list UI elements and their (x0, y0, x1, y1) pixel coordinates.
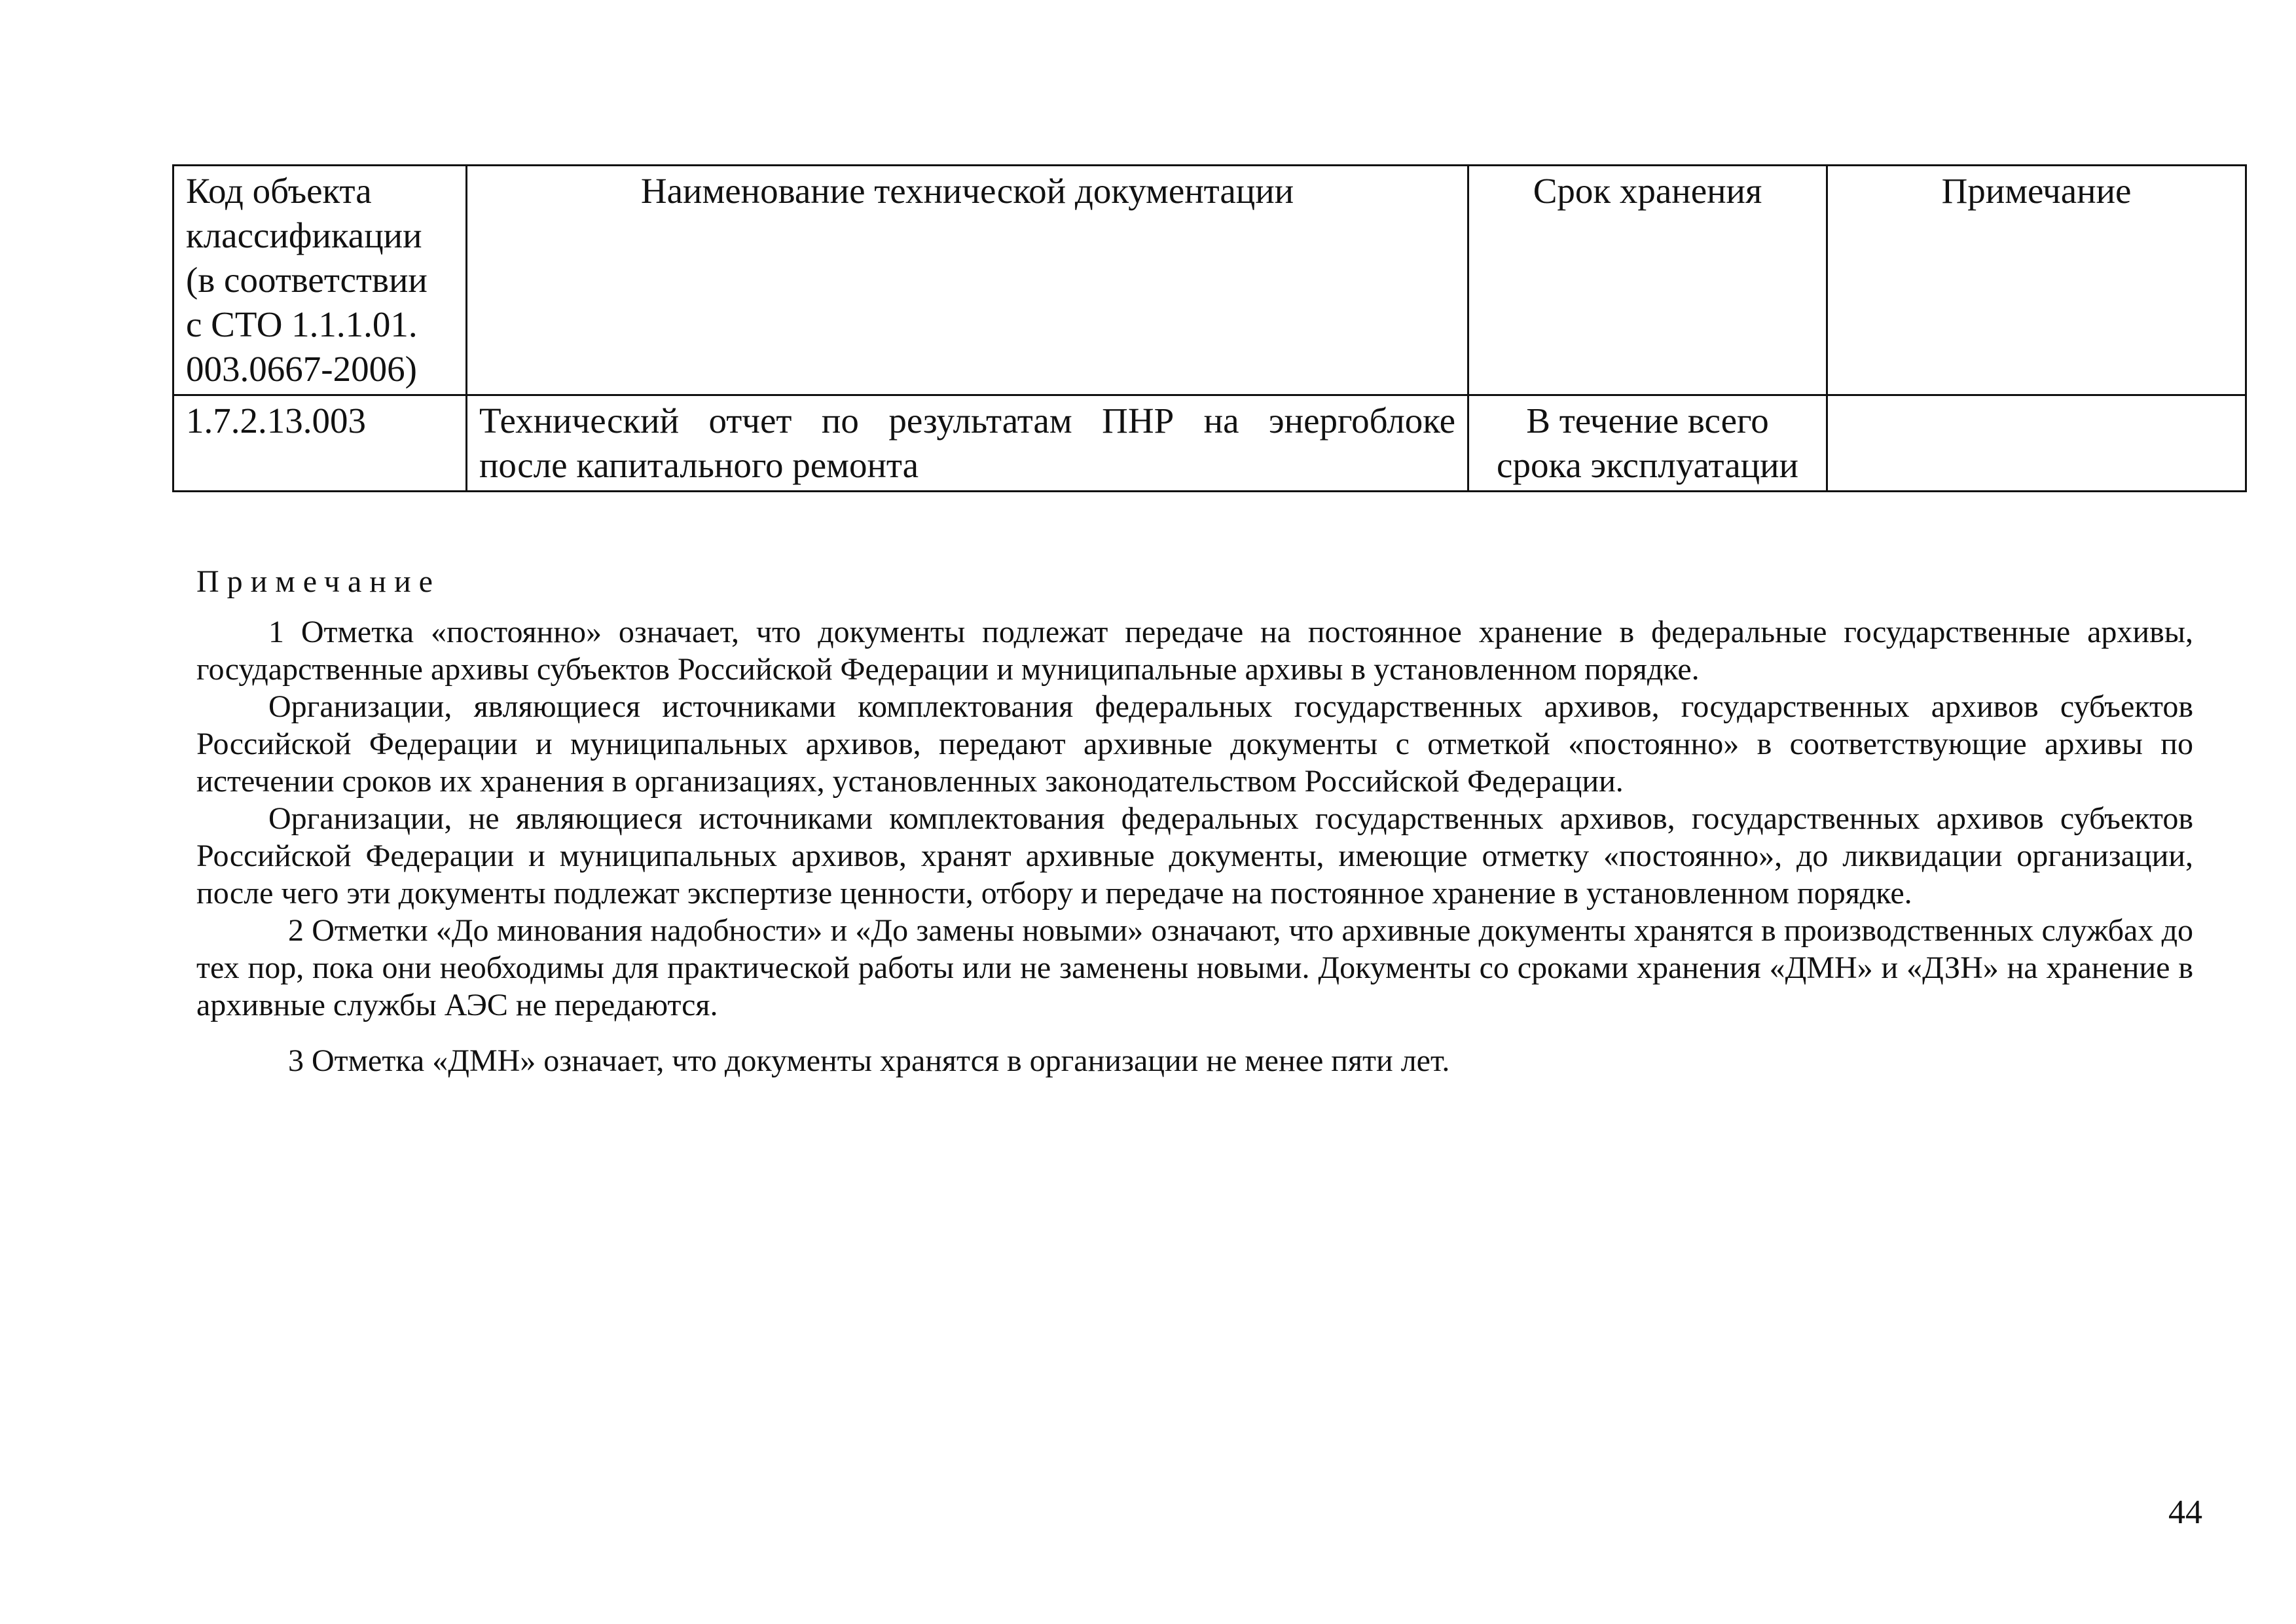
note-paragraph: 2 Отметки «До минования надобности» и «До замены новыми» означают, что архивные документы хранятся в производственных службах до тех пор, пока они необходимы для практической работы или не заменены новыми. Документы со сроками хранения «ДМН» и «ДЗН» на хранение в архивные службы АЭС не передаются. (196, 913, 2193, 1022)
header-name-cell: Наименование технической документации (467, 166, 1468, 395)
table-row (173, 395, 2246, 492)
header-code-line: 003.0667-2006) (186, 349, 417, 389)
row-term-line: В течение всего (1526, 401, 1769, 441)
row-term-line: срока эксплуатации (1497, 445, 1798, 485)
documentation-table (172, 164, 2247, 492)
header-code-line: классификации (186, 215, 422, 255)
row-note-cell (1827, 395, 2246, 492)
row-name-line: после капитального ремонта (479, 445, 919, 485)
note-paragraph: 1 Отметка «постоянно» означает, что документы подлежат передаче на постоянное хранение в федеральные государственные архивы, государственные архивы субъектов Российской Федерации и муниципальные архивы в установленном порядке. (196, 615, 2193, 687)
note-paragraph: Организации, являющиеся источниками комплектования федеральных государственных архивов, государственных архивов субъектов Российской Федерации и муниципальных архивов, передают архивные документы с отметкой «постоянно» в соответствующие архивы по истечении сроков их хранения в организациях, установленных законодательством Российской Федерации. (196, 689, 2193, 799)
row-term-cell (1468, 395, 1827, 492)
row-code-cell: 1.7.2.13.003 (173, 395, 467, 492)
row-name-cell (467, 395, 1468, 492)
notes-heading: Примечание (196, 564, 441, 599)
header-code-line: с СТО 1.1.1.01. (186, 304, 418, 344)
header-term-cell: Срок хранения (1468, 166, 1827, 395)
table-header-row (173, 166, 2246, 395)
notes-section (196, 563, 2193, 1079)
note-paragraph: 3 Отметка «ДМН» означает, что документы хранятся в организации не менее пяти лет. (288, 1043, 1450, 1078)
header-code-line: (в соответствии (186, 260, 428, 300)
note-paragraph: Организации, не являющиеся источниками комплектования федеральных государственных архивов, государственных архивов субъектов Российской Федерации и муниципальных архивов, хранят архивные документы, имеющие отметку «постоянно», до ликвидации организации, после чего эти документы подлежат экспертизе ценности, отбору и передаче на постоянное хранение в установленном порядке. (196, 801, 2193, 911)
row-name-line: Технический отчет по результатам ПНР на энергоблоке (479, 401, 1455, 441)
page-number: 44 (2168, 1494, 2202, 1531)
header-note-cell: Примечание (1827, 166, 2246, 395)
header-code-cell (173, 166, 467, 395)
header-code-line: Код объекта (186, 171, 372, 211)
